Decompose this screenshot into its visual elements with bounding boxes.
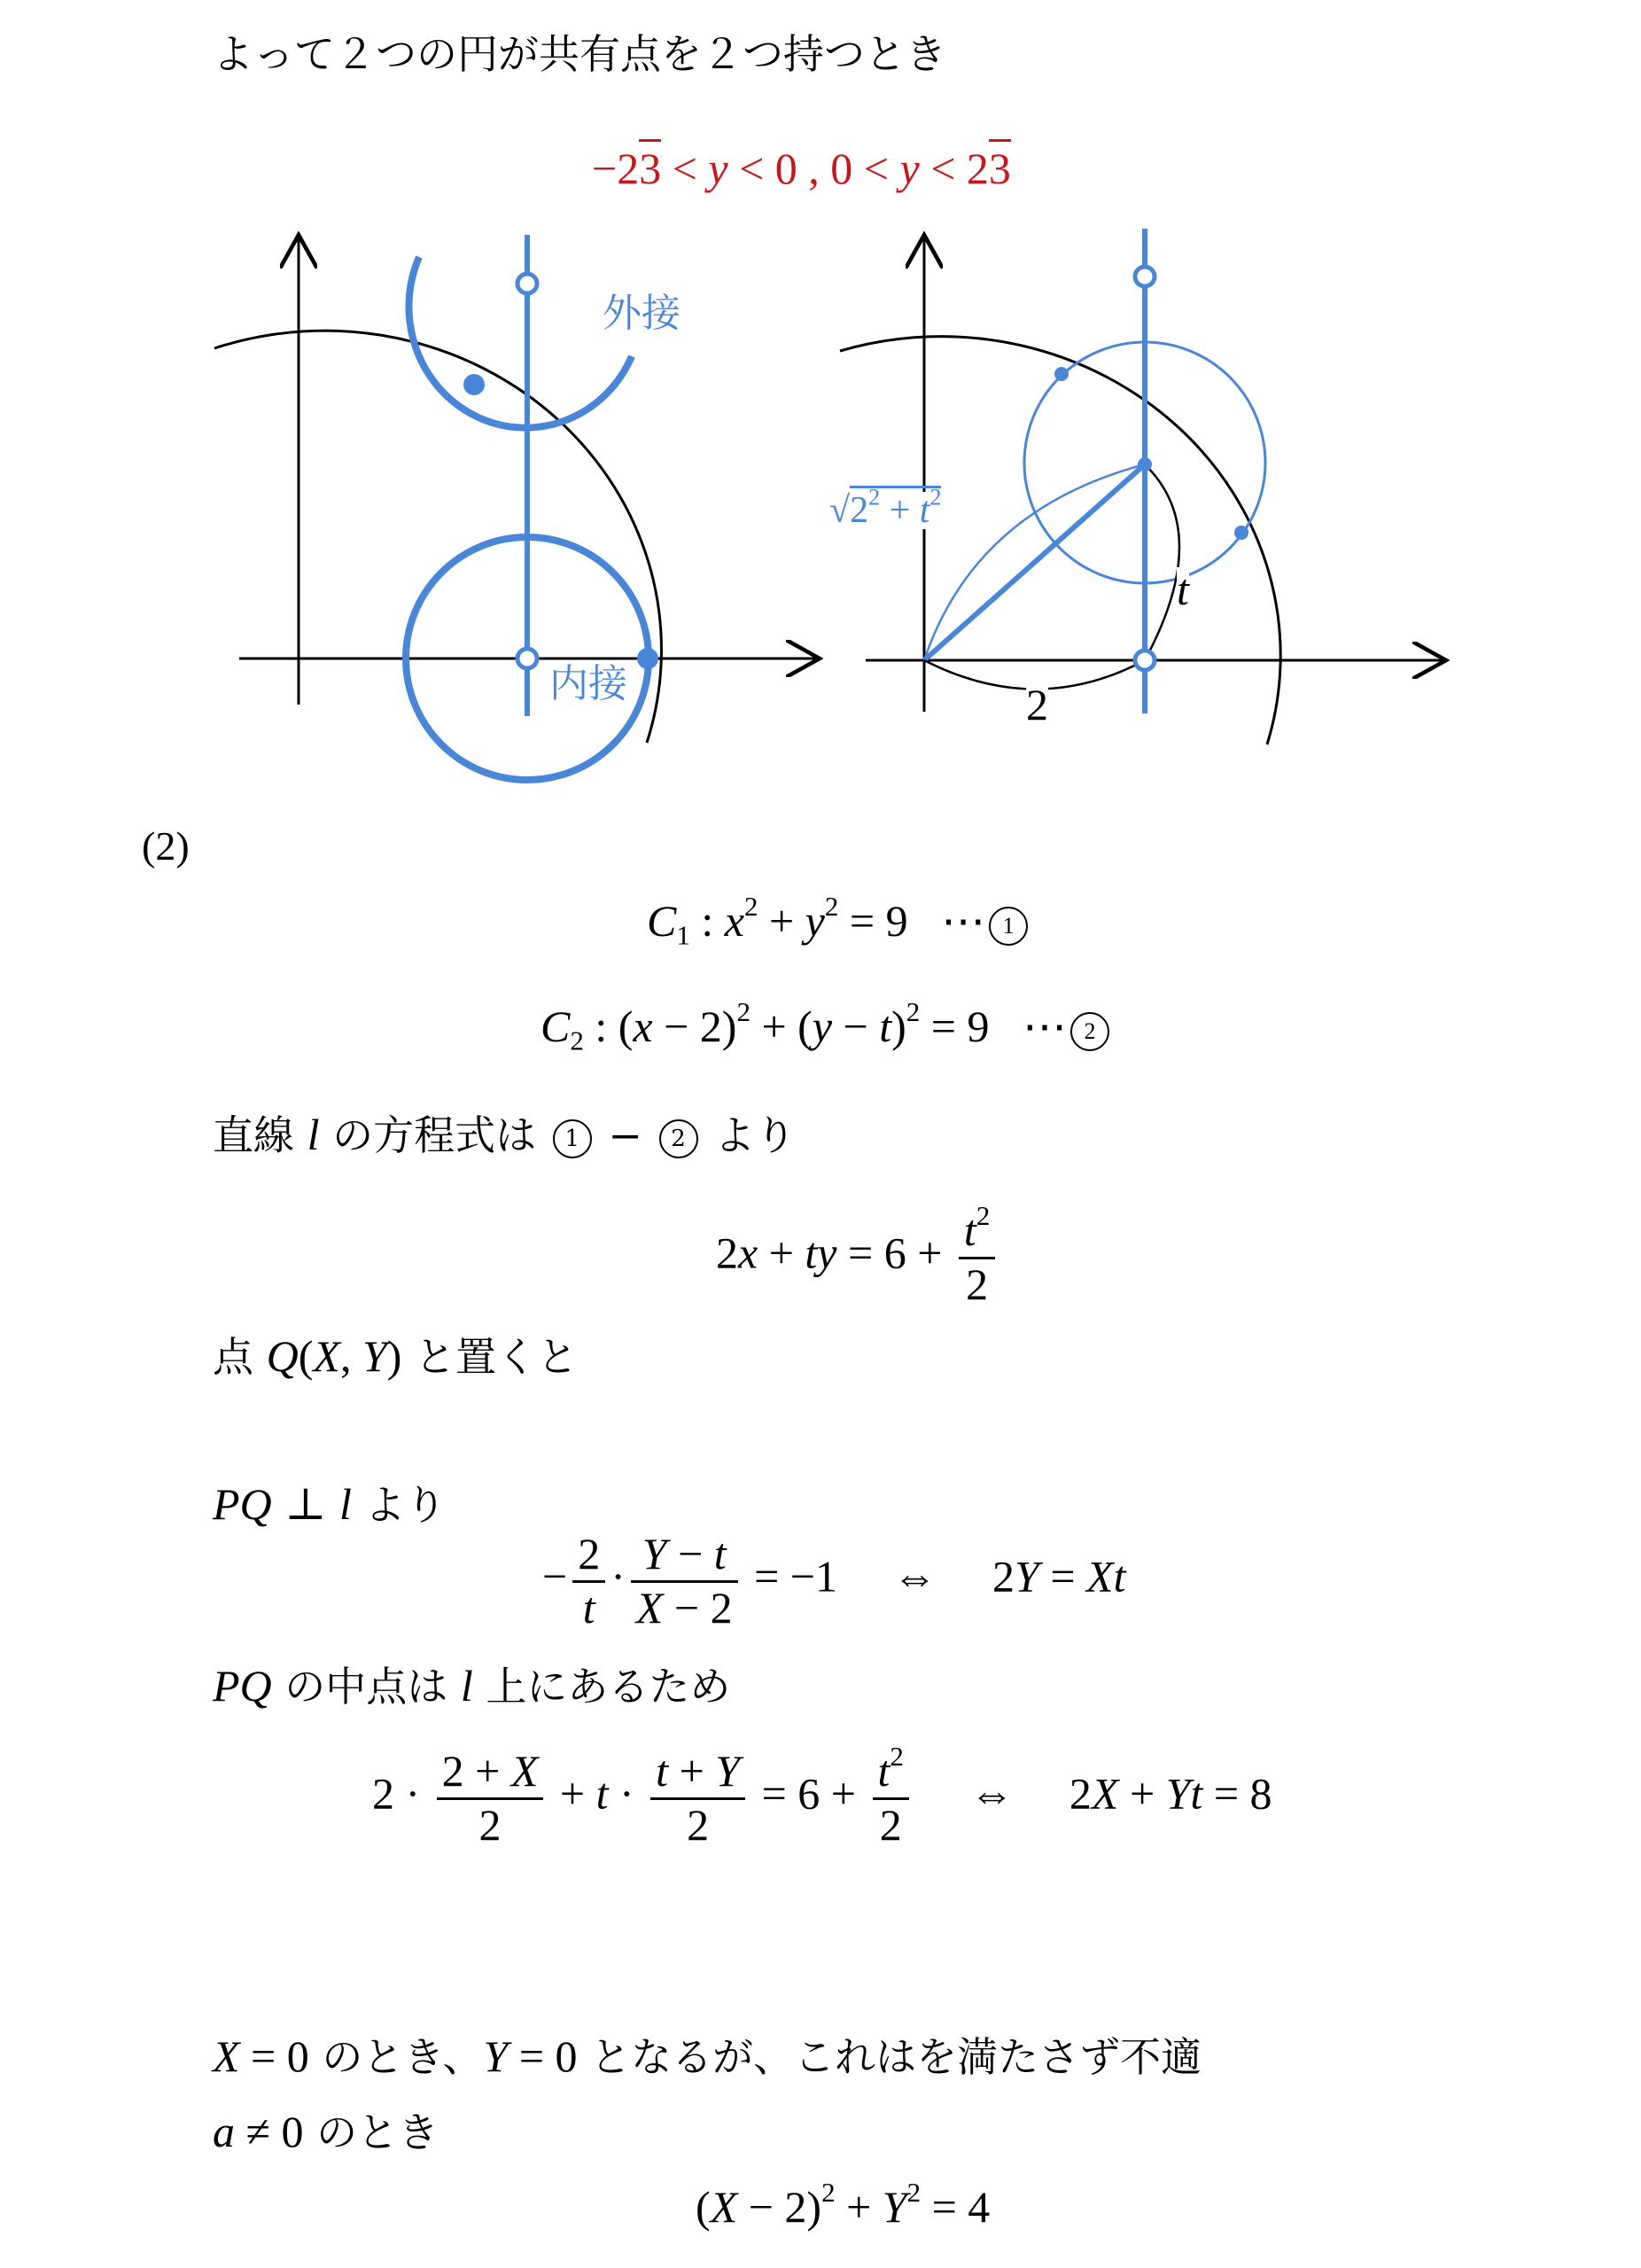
- left-figure: [214, 235, 820, 780]
- t-brace-arc: [1145, 464, 1179, 660]
- line-l-text: 直線 l の方程式は 1 − 2 より: [213, 1110, 797, 1159]
- intersection-point-top: [1054, 367, 1069, 381]
- point-q-text: 点 Q(X, Y) と置くと: [213, 1331, 579, 1381]
- inner-tangent-point: [637, 648, 658, 669]
- intersection-point-right: [1234, 526, 1248, 540]
- midpoint-equation: 2 · $\frac{2 + X}{2}$ + t · $\frac{t + Y}{2}$ = 6 + $\frac{t^2}{2}$ ⇔ 2X + Yt = 8: [372, 1740, 1272, 1850]
- outer-tangent-point: [463, 374, 485, 395]
- open-point-top-right: [1135, 267, 1155, 286]
- inner-tangent-label: 内接: [549, 661, 627, 706]
- x-zero-text: X = 0 のとき、Y = 0 となるが、これはを満たさず不適: [213, 2031, 1202, 2081]
- radius-segment: [924, 464, 1145, 660]
- equation-c2: $C_2$ : $(x - 2)^2 + (y - t)^2 = 9$ ⋯ 2: [541, 1004, 1113, 1051]
- sqrt-label: $√2^2 + t^2$: [829, 484, 942, 531]
- final-equation: $(X - 2)^2 + Y^2 = 4$: [696, 2176, 991, 2232]
- circle-figures: [0, 0, 1641, 798]
- midpoint-text: PQ の中点は l 上にあるため: [213, 1661, 731, 1711]
- open-point-top-left: [517, 274, 537, 293]
- open-point-axis-right: [1135, 651, 1155, 670]
- outer-tangent-label: 外接: [603, 291, 681, 336]
- two-label: 2: [1026, 680, 1048, 729]
- t-label: t: [1177, 565, 1189, 614]
- center-point-right: [1138, 457, 1152, 472]
- line-equation: 2x + ty = 6 + $\frac{t^2}{2}$: [716, 1205, 1000, 1310]
- open-point-center-left: [517, 649, 537, 668]
- perp-text: PQ ⊥ l より: [213, 1479, 447, 1529]
- intro-text: よって２つの円が共有点を２つ持つとき: [213, 30, 946, 78]
- perp-equation: − $\frac{2}{t}$ · $\frac{Y - t}{X - 2}$ = −1 ⇔ 2Y = Xt: [542, 1529, 1126, 1633]
- part-2-label: (2): [142, 823, 190, 869]
- answer-range: −23 < y < 0 , 0 < y < 23: [592, 146, 1011, 191]
- equation-c1: $C_1$ : $x^2 + y^2 = 9$ ⋯ 1: [647, 899, 1031, 946]
- a-not-zero-text: a ≠ 0 のとき: [213, 2107, 439, 2156]
